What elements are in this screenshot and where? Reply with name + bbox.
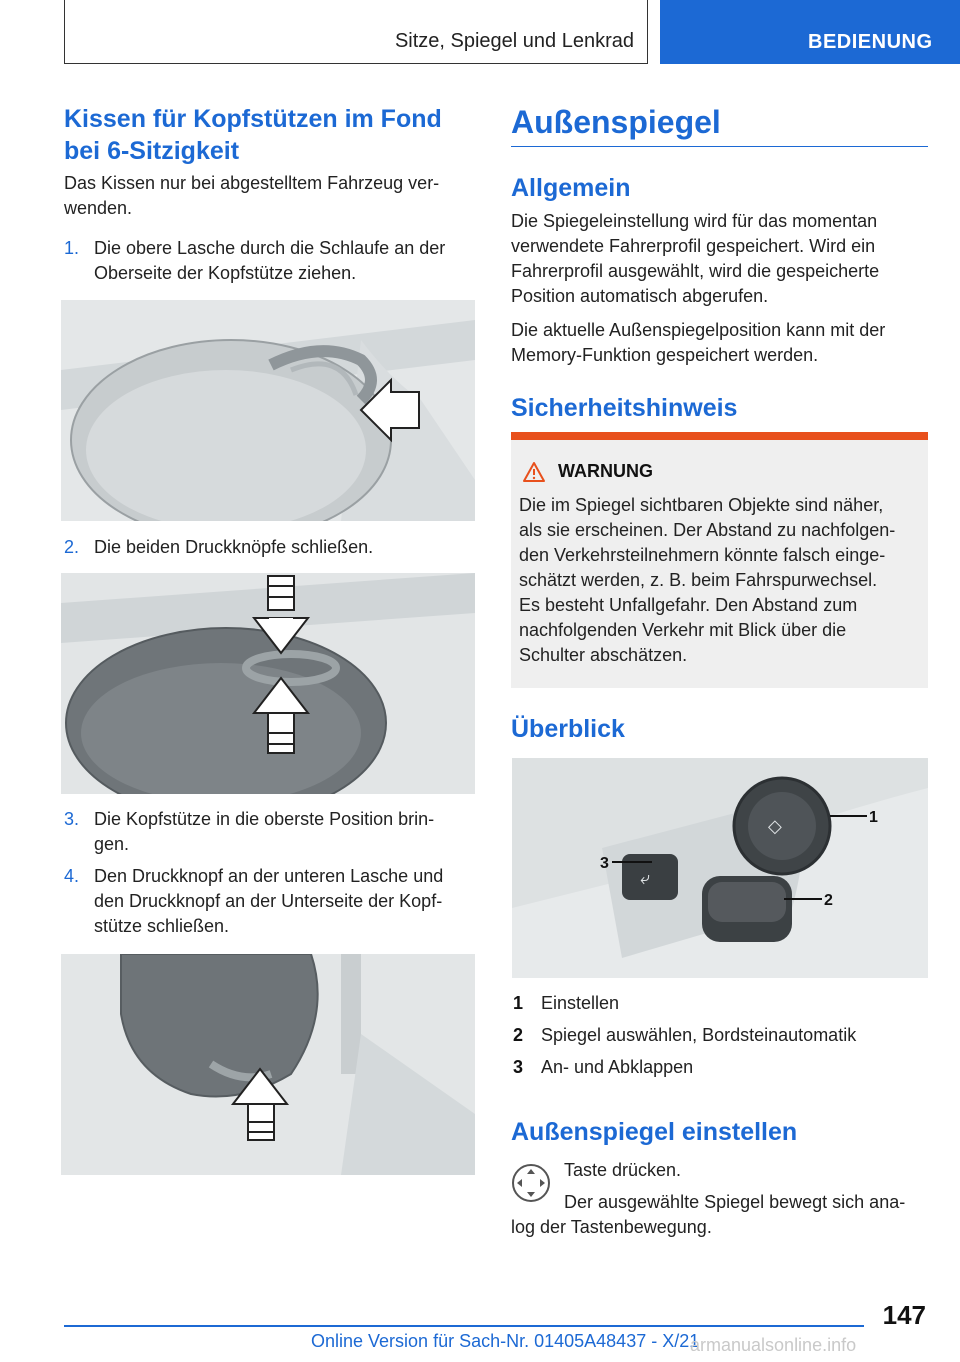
page-title: Außenspiegel: [511, 104, 721, 140]
figure-callout-1: 1: [869, 809, 878, 826]
page-number: 147: [882, 1300, 926, 1330]
direction-pad-icon: [511, 1163, 551, 1208]
mirror-control-figure: [512, 758, 928, 978]
adjust-description-line-2: log der Tastenbewegung.: [511, 1217, 712, 1237]
heading-line: bei 6‑Sitzigkeit: [64, 137, 240, 165]
text-line: Die aktuelle Außenspiegelposition kann mit der: [511, 320, 886, 340]
text-line: Es besteht Unfallgefahr. Den Abstand zum: [519, 595, 858, 615]
legend-text-2: Spiegel auswählen, Bordsteinautomatik: [541, 1025, 857, 1045]
memory-paragraph: [511, 318, 885, 368]
warning-text: [519, 493, 895, 668]
figure-callout-2: 2: [824, 892, 833, 909]
step-number-2: 2.: [64, 537, 80, 557]
legend-num-2: 2: [513, 1025, 524, 1045]
text-line: schätzt werden, z. B. beim Fahrspurwechsel.: [519, 570, 878, 590]
text-line: nachfolgenden Verkehr mit Blick über die: [519, 620, 847, 640]
warning-title: WARNUNG: [558, 461, 653, 481]
section-heading-allgemein: Allgemein: [511, 174, 631, 202]
section-heading-overview: Überblick: [511, 715, 625, 743]
warning-triangle-icon: [522, 461, 546, 488]
svg-text:◇: ◇: [768, 816, 782, 837]
text-line: Die beiden Druckknöpfe schließen.: [94, 537, 374, 557]
text-line: verwendete Fahrerprofil gespeichert. Wird ein: [511, 236, 876, 256]
text-line: Die Kopfstütze in die oberste Position brin-: [94, 809, 435, 829]
headrest-figure-3: [61, 954, 475, 1175]
text-line: den Verkehrsteilnehmern könnte falsch einge-: [519, 545, 886, 565]
headrest-figure-1: [61, 300, 475, 521]
svg-text:⤶: ⤶: [640, 868, 651, 889]
text-line: stütze schließen.: [94, 916, 230, 936]
footer-rule: [64, 1325, 864, 1327]
section-heading-kissen: [64, 103, 442, 167]
footer-version-text: Online Version für Sach-Nr. 01405A48437 - X/21: [311, 1331, 700, 1351]
general-paragraph: [511, 209, 879, 309]
text-line: wenden.: [64, 198, 133, 218]
figure-callout-3: 3: [600, 855, 609, 872]
section-heading-adjust: Außenspiegel einstellen: [511, 1118, 798, 1146]
legend-num-3: 3: [513, 1057, 524, 1077]
warning-bar: [511, 432, 928, 440]
section-heading-safety: Sicherheitshinweis: [511, 394, 738, 422]
adjust-instruction: Taste drücken.: [564, 1160, 682, 1180]
text-line: Fahrerprofil ausgewählt, wird die gespeicherte: [511, 261, 880, 281]
text-line: als sie erscheinen. Der Abstand zu nachfolgen-: [519, 520, 896, 540]
text-line: Den Druckknopf an der unteren Lasche und: [94, 866, 444, 886]
intro-paragraph: [64, 171, 439, 221]
text-line: Das Kissen nur bei abgestelltem Fahrzeug ver-: [64, 173, 440, 193]
step-text-4: [94, 864, 443, 939]
step-text-3: [94, 807, 434, 857]
step-text-2: [94, 535, 373, 560]
text-line: Die im Spiegel sichtbaren Objekte sind näher,: [519, 495, 884, 515]
text-line: Die Spiegeleinstellung wird für das momentan: [511, 211, 878, 231]
text-line: Oberseite der Kopfstütze ziehen.: [94, 263, 357, 283]
watermark: armanualsonline.info: [690, 1335, 857, 1355]
step-number-3: 3.: [64, 809, 80, 829]
text-line: den Druckknopf an der Unterseite der Kopf-: [94, 891, 443, 911]
text-line: Memory-Funktion gespeichert werden.: [511, 345, 819, 365]
step-number-4: 4.: [64, 866, 80, 886]
text-line: Schulter abschätzen.: [519, 645, 688, 665]
legend-text-1: Einstellen: [541, 993, 620, 1013]
chapter-tab: [660, 0, 960, 64]
legend-text-3: An- und Abklappen: [541, 1057, 694, 1077]
legend-num-1: 1: [513, 993, 524, 1013]
step-text-1: [94, 236, 445, 286]
step-number-1: 1.: [64, 238, 80, 258]
adjust-description-line-1: Der ausgewählte Spiegel bewegt sich ana-: [564, 1192, 906, 1212]
heading-line: Kissen für Kopfstützen im Fond: [64, 105, 442, 133]
title-divider: [511, 146, 928, 147]
text-line: gen.: [94, 834, 130, 854]
header-section-title: Sitze, Spiegel und Lenkrad: [394, 30, 634, 52]
text-line: Die obere Lasche durch die Schlaufe an der: [94, 238, 446, 258]
text-line: Position automatisch abgerufen.: [511, 286, 769, 306]
chapter-tab-label: BEDIENUNG: [808, 31, 933, 53]
headrest-figure-2: [61, 573, 475, 794]
